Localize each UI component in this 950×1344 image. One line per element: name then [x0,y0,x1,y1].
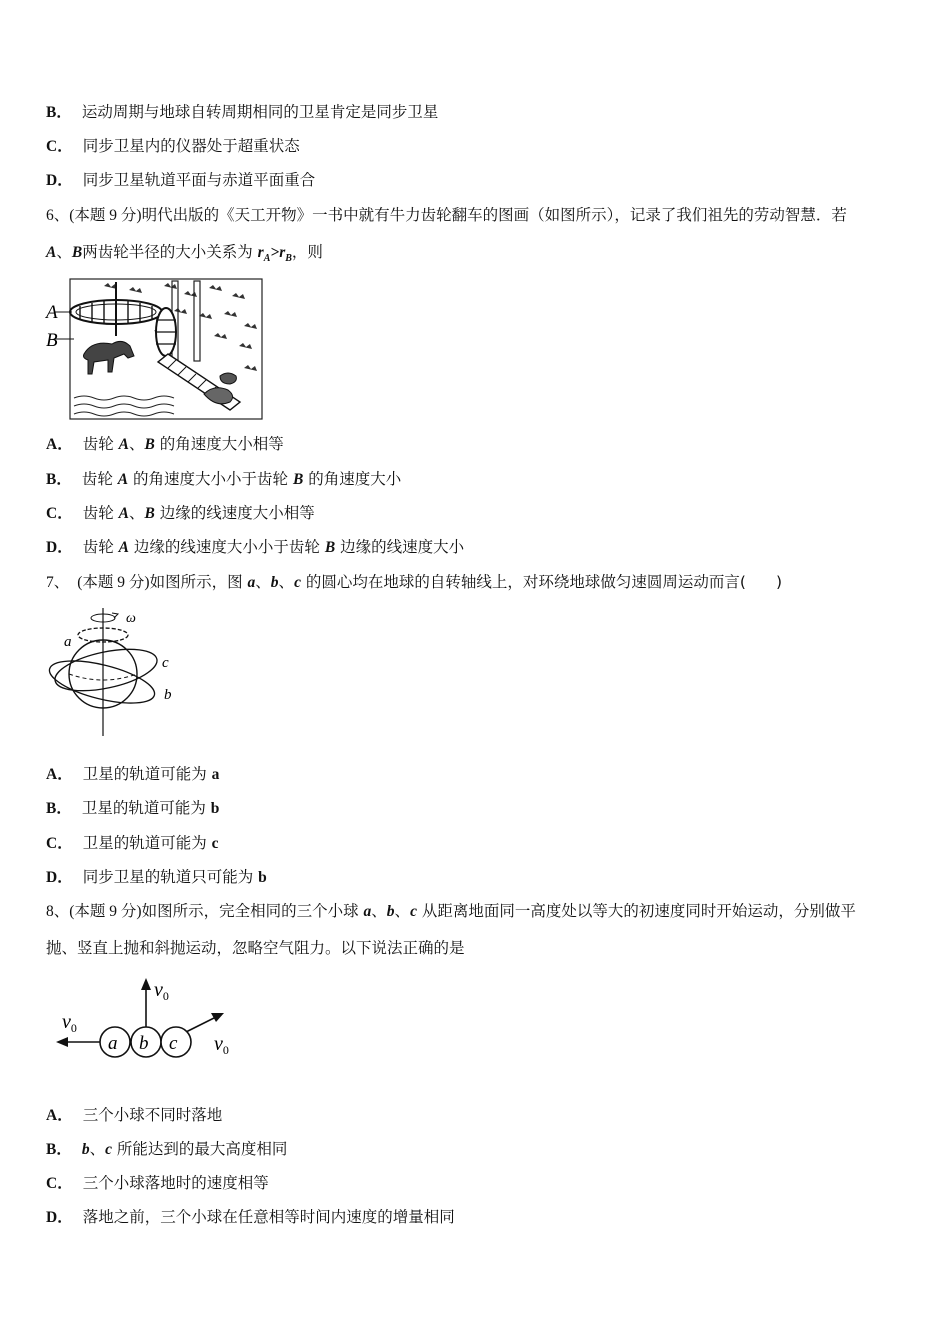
option-text: 落地之前，三个小球在任意相等时间内速度的增量相同 [82,1208,455,1226]
question-meta: (本题 9 分) [77,574,150,591]
orbit-c-label: c [162,655,169,671]
omega-label: ω [126,611,136,626]
var: B [292,471,304,488]
option-text: 齿轮 [82,538,119,556]
option-key: D． [46,172,73,189]
q5-option-d [46,170,315,191]
option-var: c [211,835,219,852]
q8-stem-line1 [46,901,856,922]
var-b: b [386,903,395,920]
var-b: b [81,1141,90,1158]
var-a: a [247,574,256,591]
q8-option-b [46,1139,287,1160]
option-key: B． [46,800,72,817]
option-key: A． [46,436,73,453]
option-var: a [211,766,220,783]
var-a: A [46,244,57,261]
option-text: 、 [128,435,145,453]
option-text: 所能达到的最大高度相同 [112,1140,288,1158]
question-meta: (本题 9 分) [69,903,142,920]
var-a: a [363,903,372,920]
option-text: 齿轮 [82,435,119,453]
stem-text: 从距离地面同一高度处以等大的初速度同时开始运动，分别做平 [416,902,856,920]
var-c: c [105,1141,112,1158]
q5-option-b [46,102,438,123]
separator: 、 [371,902,387,920]
stem-text: ) [775,573,782,591]
q6-option-c [46,503,315,524]
var: A [118,505,129,522]
q7-stem [46,572,782,593]
option-key: B． [46,1141,72,1158]
option-text: 同步卫星轨道平面与赤道平面重合 [82,171,316,189]
q8-option-a [46,1105,222,1126]
stem-text: ，则 [291,243,323,261]
orbit-figure [46,604,186,740]
stem-text: 如图所示，完全相同的三个小球 [141,902,364,920]
separator: 、 [89,1140,106,1158]
ball-b-label: b [139,1033,149,1054]
option-key: A． [46,1107,73,1124]
option-key: C． [46,138,73,155]
q7-option-c [46,833,219,854]
question-number: 8、 [46,903,70,920]
option-key: D． [46,869,73,886]
q8-stem-line2 [46,938,465,958]
var: B [144,436,155,453]
question-meta: (本题 9 分) [69,207,142,224]
velocity-label-c: $v_0$ [214,1033,229,1057]
orbit-a-label: a [64,634,72,650]
separator: 、 [394,902,411,920]
option-key: B． [46,471,72,488]
question-stem: 明代出版的《天工开物》一书中就有牛力齿轮翻车的图画（如图所示），记录了我们祖先的劳动智慧．若 [141,206,847,224]
option-text: 边缘的线速度大小 [335,538,465,556]
figure-label-b: B [46,330,58,351]
q7-option-b [46,798,219,819]
var: A [117,471,129,488]
var: A [118,436,129,453]
option-text: 三个小球落地时的速度相等 [82,1174,269,1192]
option-text: 的角速度大小 [303,470,402,488]
option-key: B． [46,104,72,121]
separator: 、 [255,573,271,591]
option-text: 、 [128,504,145,522]
option-text: 卫星的轨道可能为 [81,799,211,817]
radius-relation: $r_A>r_B$ [257,244,292,265]
option-text: 边缘的线速度大小相等 [154,504,315,522]
orbit-b-label: b [164,687,172,703]
q6-stem-line2 [46,242,323,269]
option-text: 齿轮 [82,504,119,522]
option-text: 的角速度大小相等 [154,435,284,453]
option-key: D． [46,539,73,556]
option-text: 同步卫星的轨道只可能为 [82,868,259,886]
question-number: 6、 [46,207,70,224]
ball-c-label: c [169,1033,178,1054]
q5-option-c [46,136,300,157]
option-text: 三个小球不同时落地 [82,1106,223,1124]
figure-label-a: A [46,302,58,323]
waterwheel-figure [44,276,266,424]
stem-text: 抛、竖直上抛和斜抛运动，忽略空气阻力。以下说法正确的是 [46,939,465,957]
q7-option-d [46,867,267,888]
var: B [324,539,336,556]
option-text: 边缘的线速度大小小于齿轮 [128,538,325,556]
option-key: C． [46,505,73,522]
ball-a-label: a [108,1033,118,1054]
q8-option-c [46,1173,269,1194]
option-text: 卫星的轨道可能为 [82,765,212,783]
velocity-label-a: $v_0$ [62,1011,77,1035]
q8-option-d [46,1207,455,1228]
var-b: b [270,574,279,591]
stem-text: 如图所示，图 [149,573,248,591]
var: B [144,505,155,522]
stem-text: 两齿轮半径的大小关系为 [82,243,258,261]
var-b: B [71,244,83,261]
q6-option-a [46,434,284,455]
option-text: 卫星的轨道可能为 [82,834,212,852]
option-key: D． [46,1209,73,1226]
option-var: b [210,800,220,817]
q6-option-b [46,469,401,490]
option-text: 齿轮 [81,470,118,488]
velocity-label-b: $v_0$ [154,979,169,1003]
option-text: 同步卫星内的仪器处于超重状态 [82,137,300,155]
var: A [118,539,129,556]
var-c: c [410,903,417,920]
orbit-c [51,642,160,699]
option-var: b [258,869,267,886]
option-text: 的角速度大小小于齿轮 [128,470,293,488]
option-key: C． [46,1175,73,1192]
projectile-figure [50,972,250,1068]
orbit-b [46,652,159,711]
q7-option-a [46,764,219,785]
var-c: c [294,574,301,591]
separator: 、 [56,243,72,261]
separator: 、 [278,573,295,591]
option-text: 运动周期与地球自转周期相同的卫星肯定是同步卫星 [81,103,439,121]
question-number: 7、 [46,574,70,591]
option-key: C． [46,835,73,852]
q6-option-d [46,537,464,558]
stem-text: 的圆心均在地球的自转轴线上，对环绕地球做匀速圆周运动而言( [300,573,746,591]
option-key: A． [46,766,73,783]
q6-stem-line1 [46,205,847,226]
